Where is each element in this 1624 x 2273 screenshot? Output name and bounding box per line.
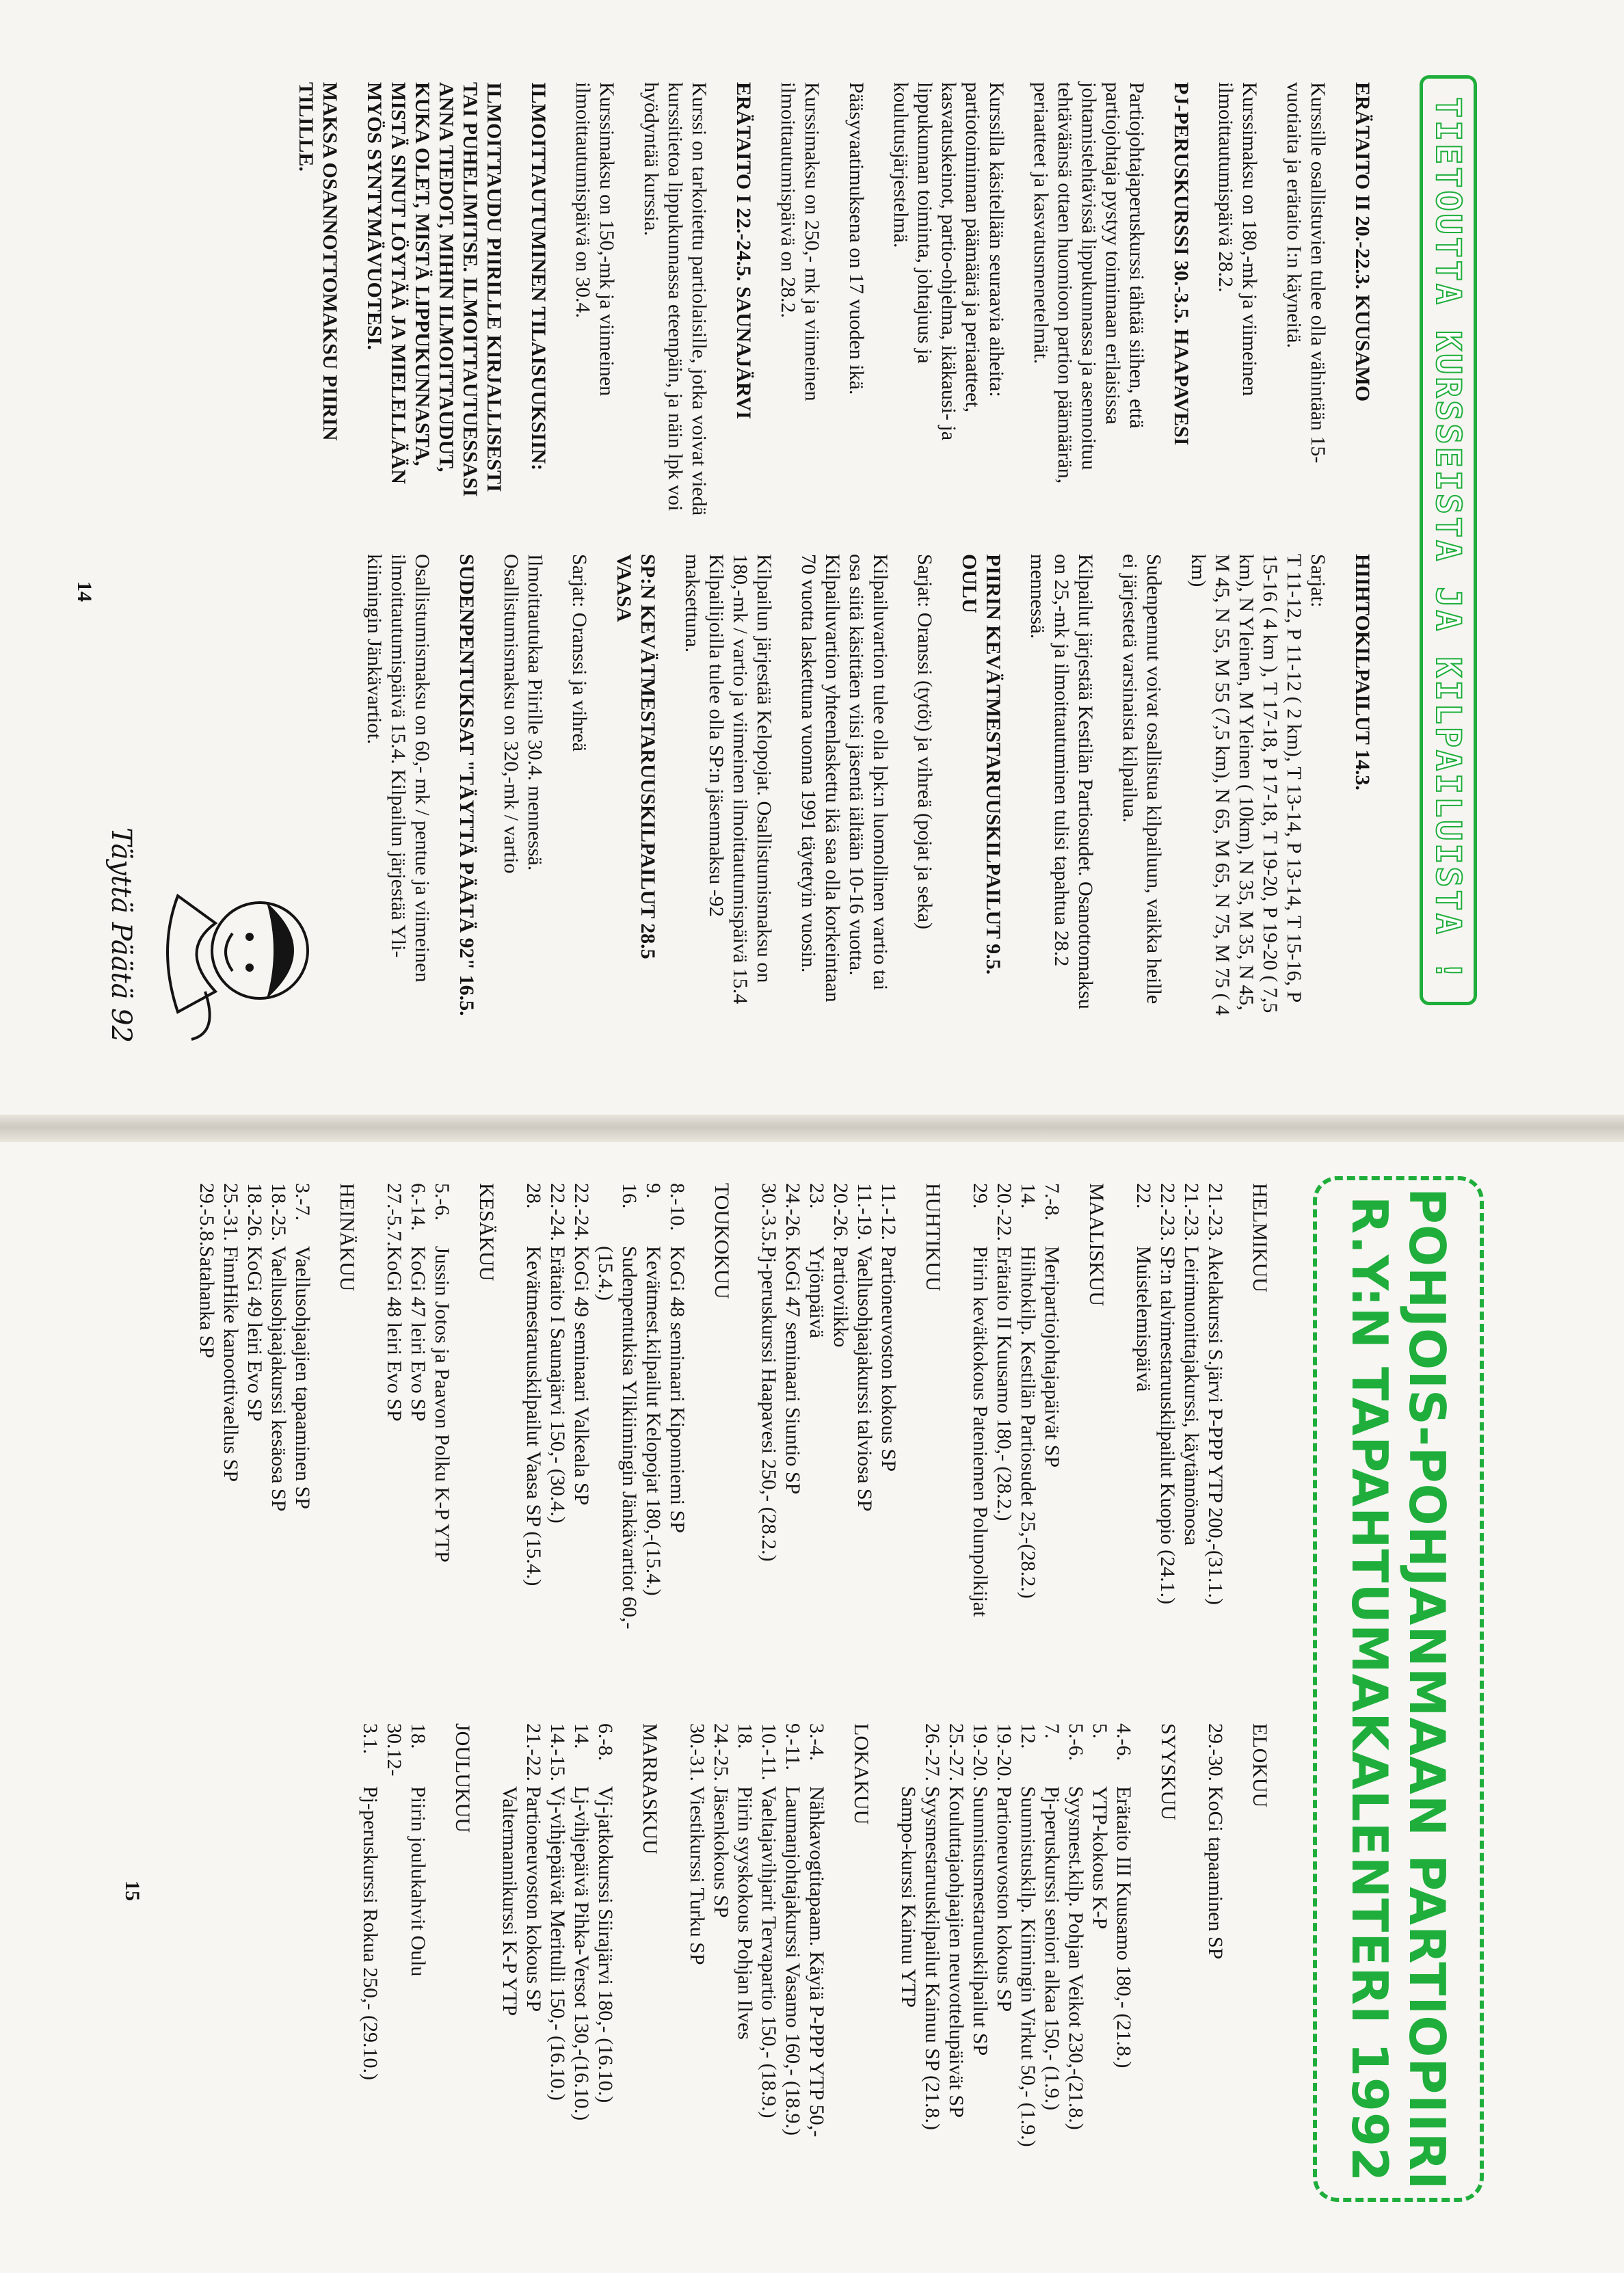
article-paragraph: Kurssimaksu on 250,- mk ja viimeinen ilmoittautumispäivä on 28.2.: [777, 82, 823, 401]
event-date: 18.-26.: [243, 1183, 266, 1241]
event-title: Partioneuvoston kokous SP: [993, 1786, 1015, 2012]
calendar-month: [498, 1723, 662, 2216]
event-title: Akelakurssi S.järvi P-PPP YTP 200,-(31.1.): [1204, 1246, 1227, 1605]
calendar-event: [1040, 1183, 1064, 1675]
event-date: 24.-26.: [782, 1183, 804, 1241]
event-date: 28.: [522, 1183, 545, 1209]
month-name: HELMIKUU: [1249, 1183, 1271, 1292]
event-date: 14.: [1017, 1183, 1039, 1209]
event-date: 14.-15.: [546, 1723, 569, 1781]
event-date: 25.-27.: [945, 1723, 968, 1781]
event-date: 3.1.: [359, 1723, 382, 1754]
calendar-event: [733, 1723, 757, 2216]
event-title: KoGi 49 seminaari Valkeala SP: [570, 1246, 593, 1506]
event-title: Muistelemispäivä: [1132, 1246, 1155, 1392]
article: [1026, 554, 1374, 1019]
calendar-event: [641, 1183, 665, 1675]
event-title: Vaellusohjaajakurssi kesäosa SP: [267, 1246, 290, 1512]
calendar-event: [920, 1723, 944, 2216]
calendar-event: [968, 1183, 992, 1675]
calendar-event: [896, 1723, 920, 2216]
article-paragraph: Kurssimaksu on 180,-mk ja viimeinen ilmoittautumispäivä 28.2.: [1214, 82, 1261, 397]
event-title: KoGi 49 leiri Evo SP: [243, 1246, 266, 1422]
event-title: Satahanka SP: [196, 1246, 218, 1359]
event-title: Yrjönpäivä: [806, 1246, 828, 1338]
event-title: Sudenpentukisa Ylikiimingin Jänkävartiot 60,- (15.4.): [594, 1246, 641, 1630]
calendar-month: [968, 1183, 1108, 1675]
event-date: 22.-23.: [1156, 1183, 1179, 1241]
event-date: 29.-30.: [1204, 1723, 1227, 1781]
event-title: Piirin kevätkokous Pateniemen Polunpolkijat: [969, 1246, 991, 1617]
event-title: Lj-vihjepäivä Pihka-Versot 130,-(16.10.): [570, 1786, 593, 2121]
event-date: 21.-23.: [1180, 1183, 1203, 1241]
calendar-month: [757, 1183, 945, 1675]
calendar-month: [1203, 1723, 1272, 2216]
page-number-14: 14: [73, 581, 96, 602]
event-title: Erätaito II Kuusamo 180,- (28.2.): [993, 1246, 1015, 1521]
event-title: KoGi tapaaminen SP: [1204, 1786, 1227, 1960]
calendar-event: [1064, 1723, 1088, 2216]
page-fold: [0, 1115, 1624, 1142]
calendar-event: [853, 1183, 877, 1675]
event-date: 26.-27.: [921, 1723, 944, 1781]
article-paragraph: Pääsyvaatimuksena on 17 vuoden ikä.: [845, 82, 868, 395]
article-paragraph: Kilpailut järjestää Kestilän Partiosudet. Osanottomaksu on 25,-mk ja ilmoittautuminen tulisi tapahtua 28.2 mennessä.: [1026, 554, 1097, 1009]
event-date: 14.: [570, 1723, 593, 1749]
calendar-event: [968, 1723, 992, 2216]
calendar-event: [546, 1723, 570, 2216]
article-heading: HIIHTOKILPAILUT 14.3.: [1351, 554, 1374, 790]
page-15: [62, 1162, 1497, 2229]
page-number-15: 15: [121, 1880, 144, 1901]
calendar-banner-line1: POHJOIS-POHJANMAAN PARTIOPIIRI: [1398, 1188, 1456, 2190]
calendar-event: [1156, 1183, 1180, 1675]
event-title: FinnHike kanoottivaellus SP: [219, 1246, 242, 1482]
event-date: 27.-5.7.: [383, 1183, 405, 1247]
month-name: HEINÄKUU: [336, 1183, 358, 1292]
event-date: 23.: [806, 1183, 828, 1209]
calendar-event: [498, 1723, 522, 2216]
calendar-event: [594, 1723, 617, 2216]
calendar-month: [358, 1723, 475, 2216]
month-name: JOULUKUU: [451, 1723, 474, 1833]
event-title: Syysmestaruuskilpailut Kainuu SP (21.8.): [921, 1786, 944, 2131]
event-date: 5.-6.: [431, 1183, 453, 1221]
calendar-event: [406, 1723, 430, 2216]
calendar-event: [219, 1183, 243, 1675]
article-paragraph: Sudenpennut voivat osallistua kilpailuun, vaikka heille ei järjestetä varsinaista kilpailua.: [1119, 554, 1165, 1005]
calendar-event: [709, 1723, 733, 2216]
calendar-event: [992, 1183, 1016, 1675]
article-paragraph: Partiojohtajaperuskurssi tähtää siihen, että partiojohtaja pystyy toimimaan erilaisissa johtamistehtävissä lippukunnassa ja asennoituu tehtäväänsä ottaen huomioon partion päämäärän, periaatteet ja kasvatusmenetelmät.: [1030, 82, 1148, 484]
calendar-left-column: [172, 1183, 1272, 1675]
event-title: Sampo-kurssi Kainuu YTP: [897, 1786, 920, 2008]
event-date: 5.: [1089, 1723, 1111, 1739]
event-title: Erätaito III Kuusamo 180,- (21.8.): [1113, 1786, 1135, 2069]
event-date: 21.-22.: [522, 1723, 545, 1781]
calendar-event: [243, 1183, 267, 1675]
event-date: 6.-8.: [594, 1723, 617, 1761]
month-name: KESÄKUU: [475, 1183, 498, 1281]
article-paragraph: Kurssi on tarkoitettu partiolaisille, jotka voivat viedä kurssitietoa lippukunnassa eteenpäin, ja näin lpk voi hyödyntää kurssia.: [640, 82, 710, 516]
article-heading: PJ-PERUSKURSSI 30.-3.5. HAAPAVESI: [1170, 82, 1193, 446]
event-title: Vj-vihjepäivät Meritulli 150,- (16.10.): [546, 1786, 569, 2101]
event-title: Valtermannikurssi K-P YTP: [498, 1786, 521, 2017]
event-date: 12.: [1017, 1723, 1039, 1749]
event-title: Vaellusohjaajien tapaaminen SP: [291, 1246, 314, 1509]
event-date: 3.-4.: [806, 1723, 828, 1761]
mascot-illustration: [116, 834, 335, 1053]
calendar-event: [1180, 1183, 1203, 1675]
event-title: [382, 1786, 406, 2216]
calendar-month: [896, 1723, 1180, 2216]
event-title: Leirimuonittajakurssi, käytännönosa: [1180, 1246, 1203, 1546]
event-title: Kevätmest.kilpailut Kelopojat 180,-(15.4.): [642, 1246, 665, 1596]
event-title: KoGi 48 leiri Evo SP: [383, 1246, 405, 1422]
calendar-event: [1112, 1723, 1136, 2216]
article-heading: ILMOITTAUTUMINEN TILAISUUKSIIN:: [527, 82, 550, 471]
article-heading: PIIRIN KEVÄTMESTARUUSKILPAILUT 9.5. OULU: [958, 554, 1004, 975]
event-title: Vj-jatkokurssi Siirajärvi 180,- (16.10.): [594, 1786, 617, 2103]
calendar-event: [1203, 1723, 1227, 2216]
calendar-event: [291, 1183, 315, 1675]
calendar-month: [522, 1183, 734, 1675]
event-title: Nähkavogtitapaam. Käyiä P-PPP YTP 50,-: [806, 1786, 828, 2138]
month-name: MAALISKUU: [1085, 1183, 1108, 1306]
month-name: ELOKUU: [1249, 1723, 1271, 1808]
calendar-event: [805, 1723, 829, 2216]
calendar-event: [1132, 1183, 1156, 1675]
article-paragraph: Ilmoittautukaa Piirille 30.4. mennessä. Osallistumismaksu on 320,-mk / vartio: [500, 554, 546, 874]
article: [362, 554, 479, 1019]
article-paragraph: MAKSA OSANNOTTOMAKSU PIIRIN TILILLE.: [295, 82, 341, 441]
event-date: 25.-31.: [219, 1183, 242, 1241]
event-title: SP:n talvimestaruuskilpailut Kuopio (24.1.): [1156, 1246, 1179, 1605]
calendar-event: [1040, 1723, 1064, 2216]
event-title: Meripartiojohtajapäivät SP: [1041, 1246, 1063, 1468]
event-title: KoGi 48 seminaari Kiponniemi SP: [666, 1246, 689, 1533]
article-paragraph: Kilpailun järjestää Kelopojat. Osallistumismaksu on 180,-mk / vartio ja viimeinen ilmoittautumispäivä 15.4 Kilpailijoilla tulee olla SP:n jäsenmaksu -92 maksettuna.: [681, 554, 775, 1005]
calendar-event: [781, 1723, 805, 2216]
event-title: Pj-peruskurssi Rokua 250,- (29.10.): [359, 1786, 382, 2080]
event-title: Kevätmestaruuskilpailut Vaasa SP (15.4.): [522, 1246, 545, 1586]
month-name: TOUKOKUU: [710, 1183, 733, 1299]
event-title: Suunnistusmestaruuskilpailut SP: [969, 1786, 991, 2056]
article-paragraph: Osallistumismaksu on 60,- mk / pentue ja viimeinen ilmoittautumispäivä 15.4. Kilpailun järjestää Yli-kiimingin Jänkävartiot.: [363, 554, 434, 983]
calendar-event: [685, 1723, 709, 2216]
article-heading: ERÄTAITO II 20.-22.3. KUUSAMO: [1351, 82, 1374, 402]
event-date: 22.-24.: [570, 1183, 593, 1241]
article-paragraph: Sarjat: Oranssi (tytöt) ja vihreä (pojat ja seka): [914, 554, 936, 929]
article: [294, 82, 550, 527]
article: [499, 554, 660, 1019]
calendar-event: [1203, 1183, 1227, 1675]
event-date: 21.-23.: [1204, 1183, 1227, 1241]
event-date: 11.-12.: [877, 1183, 900, 1240]
event-date: [896, 1723, 920, 1786]
page-14-left-column: [274, 82, 1374, 527]
page-14-right-column: [342, 554, 1374, 1019]
event-date: 9.-11.: [782, 1723, 804, 1770]
calendar-event: [195, 1183, 219, 1675]
calendar-event: [944, 1723, 968, 2216]
calendar-event: [570, 1183, 594, 1675]
calendar-event: [805, 1183, 829, 1675]
article: [1214, 82, 1374, 527]
event-date: 11.-19.: [853, 1183, 876, 1240]
event-date: 22.: [1132, 1183, 1155, 1209]
article-paragraph: Kurssille osallistuvien tulee olla vähintään 15-vuotiaita ja erätaito I:n käyneitä.: [1283, 82, 1329, 464]
event-date: 18.: [734, 1723, 756, 1749]
calendar-event: [382, 1723, 406, 2216]
event-date: 3.-7.: [291, 1183, 314, 1221]
event-date: 30.12-: [383, 1723, 405, 1777]
calendar-event: [522, 1723, 546, 2216]
event-title: Pj-peruskurssi seniori alkaa 150,- (1.9.): [1041, 1786, 1063, 2111]
article-paragraph: Kurssimaksu on 150,-mk ja viimeinen ilmoittautumispäivä on 30.4.: [572, 82, 618, 397]
calendar-month: [195, 1183, 359, 1675]
event-title: KoGi 47 seminaari Siuntio SP: [782, 1246, 804, 1495]
event-date: 30.-3.5.: [758, 1183, 780, 1247]
calendar-event: [1088, 1723, 1112, 2216]
calendar-event: [665, 1183, 689, 1675]
event-title: Partioneuvoston kokous SP: [522, 1786, 545, 2012]
event-title: Partioviikko: [829, 1246, 852, 1348]
event-date: 7.-8.: [1041, 1183, 1063, 1221]
courses-banner: [1420, 75, 1477, 1005]
calendar-event: [877, 1183, 901, 1675]
calendar-event: [781, 1183, 805, 1675]
event-title: Viestikurssi Turku SP: [686, 1786, 708, 1965]
calendar-event: [594, 1183, 641, 1675]
calendar-event: [757, 1183, 781, 1675]
event-date: 19.-20.: [993, 1723, 1015, 1781]
event-date: 20.-22.: [993, 1183, 1015, 1241]
article-paragraph: Kurssilla käsitellään seuraavia aiheita: partiotoiminnan päämäärä ja periaatteet, kasvatuskeinot, partio-ohjelma, ikäkausi- ja lippukunnan toiminta, johtajuus ja koulutusjärjestelmä.: [890, 82, 1008, 441]
calendar-month: [1132, 1183, 1272, 1675]
courses-banner-title: TIETOUTTA KURSSEISTA JA KILPAILUISTA !: [1428, 97, 1468, 983]
event-date: 7.: [1041, 1723, 1063, 1739]
event-title: Partioneuvoston kokous SP: [877, 1246, 900, 1472]
month-name: HUHTIKUU: [922, 1183, 944, 1292]
calendar-month: [685, 1723, 873, 2216]
event-date: 19.-20.: [969, 1723, 991, 1781]
event-title: Pj-peruskurssi Haapavesi 250,- (28.2.): [758, 1246, 780, 1562]
calendar-banner: [1313, 1176, 1484, 2202]
event-date: 9.: [642, 1183, 665, 1199]
calendar-event: [522, 1183, 546, 1675]
article-paragraph: ILMOITTAUDU PIIRILLE KIRJALLISESTI TAI PUHELIMITSE. ILMOITTAUTUESSASI ANNA TIEDOT, MIHIN ILMOITTAUDUT, KUKA OLET, MISTÄ LIPPUKUNNASTA, MISTÄ SINUT LÖYTÄÄ JA MIELELLÄÄN MYÖS SYNTYMÄVUOTESI.: [363, 82, 505, 497]
event-date: 18.-25.: [267, 1183, 290, 1241]
article-paragraph: Sarjat: Oranssi ja vihreä: [568, 554, 591, 752]
calendar-event: [382, 1183, 406, 1675]
page-14: [62, 62, 1497, 1046]
calendar-event: [267, 1183, 291, 1675]
event-title: Erätaito I Saunajärvi 150,- (30.4.): [546, 1246, 569, 1524]
event-date: 22.-24.: [546, 1183, 569, 1241]
calendar-month: [382, 1183, 498, 1675]
event-title: Kouluttajaohjaajien neuvottelupäivät SP: [945, 1786, 968, 2118]
event-title: Vaeltajavihjarit Tervapartio 150,- (18.9.): [758, 1786, 780, 2118]
month-name: SYYSKUU: [1157, 1723, 1180, 1820]
event-title: YTP-kokous K-P: [1089, 1786, 1111, 1930]
mascot-caption: Täyttä Päätä 92: [105, 827, 137, 1044]
calendar-event: [570, 1723, 594, 2216]
month-name: MARRASKUU: [639, 1723, 661, 1855]
article-paragraph: Kilpailuvartion tulee olla lpk:n luomollinen vartio tai osa siitä käsittäen viisi jäsentä iältään 10-16 vuotta. Kilpailuvartion yhteenlaskettu ikä saa olla korkeintaan 70 vuotta laskettuna vuonna 1991 täytetyin vuosin.: [797, 554, 892, 1002]
event-title: Suunnistuskilp. Kiimingin Virkut 50,- (1.9.): [1017, 1786, 1039, 2147]
event-title: KoGi 47 leiri Evo SP: [407, 1246, 429, 1422]
calendar-banner-line2: R.Y:N TAPAHTUMAKALENTERI 1992: [1341, 1195, 1398, 2183]
article-heading: SUDENPENTUKISAT "TÄYTTÄ PÄÄTÄ 92" 16.5.: [455, 554, 478, 1016]
calendar-event: [992, 1723, 1016, 2216]
article-paragraph: Sarjat: T 11-12, P 11-12 ( 2 km), T 13-14, P 13-14, T 15-16, P 15-16 ( 4 km ), T 17-18, P 17-18, T 19-20, P 19-20 ( 7,5 km), N Yleinen, M Yleinen ( 10km), N 35, M 35, N 45, M 45, N 55, M 55 (7,5 km), N 65, M 65, N 75, M 75 ( 4 km): [1187, 554, 1329, 1015]
calendar-event: [406, 1183, 430, 1675]
calendar-event: [757, 1723, 781, 2216]
event-date: 30.-31.: [686, 1723, 708, 1781]
calendar-right-column: [335, 1723, 1272, 2216]
event-title: Syysmest.kilp. Pohjan Veikot 230,-(21.8.): [1065, 1786, 1087, 2130]
calendar-event: [546, 1183, 570, 1675]
event-date: 18.: [407, 1723, 429, 1749]
event-title: Piirin syyskokous Pohjan Ilves: [734, 1786, 756, 2040]
event-date: 4.-6.: [1113, 1723, 1135, 1761]
event-date: 24.-25.: [710, 1723, 732, 1781]
event-title: Piirin joulukahvit Oulu: [407, 1786, 429, 1977]
event-title: Jussin Jotos ja Paavon Polku K-P YTP: [431, 1246, 453, 1563]
event-title: Hiihtokilp. Kestilän Partiosudet 25,-(28.2.): [1017, 1246, 1039, 1599]
calendar-event: [1016, 1183, 1040, 1675]
calendar-event: [430, 1183, 454, 1675]
article: [571, 82, 756, 527]
event-date: 16.: [618, 1183, 641, 1209]
event-date: 20.-26.: [829, 1183, 852, 1241]
calendar-event: [829, 1183, 853, 1675]
article: [680, 554, 1005, 1019]
event-date: 29.-5.8.: [196, 1183, 218, 1247]
event-date: 6.-14.: [407, 1183, 429, 1231]
event-title: Vaellusohjaajakurssi talviosa SP: [853, 1246, 876, 1512]
event-date: 29.: [969, 1183, 991, 1209]
calendar-event: [358, 1723, 382, 2216]
month-name: LOKAKUU: [850, 1723, 873, 1825]
article: [776, 82, 1193, 527]
article-heading: ERÄTAITO I 22.-24.5. SAUNAJÄRVI: [732, 82, 755, 419]
event-date: [498, 1723, 522, 1786]
event-title: Laumanjohtajakurssi Vasamo 160,- (18.9.): [782, 1786, 804, 2136]
calendar-event: [1016, 1723, 1040, 2216]
event-title: Jäsenkokous SP: [710, 1786, 732, 1918]
event-date: 10.-11.: [758, 1723, 780, 1781]
event-date: 8.-10.: [666, 1183, 689, 1231]
event-date: 5.-6.: [1065, 1723, 1087, 1761]
article-heading: SP:N KEVÄTMESTARUUSKILPAILUT 28.5 VAASA: [613, 554, 659, 959]
